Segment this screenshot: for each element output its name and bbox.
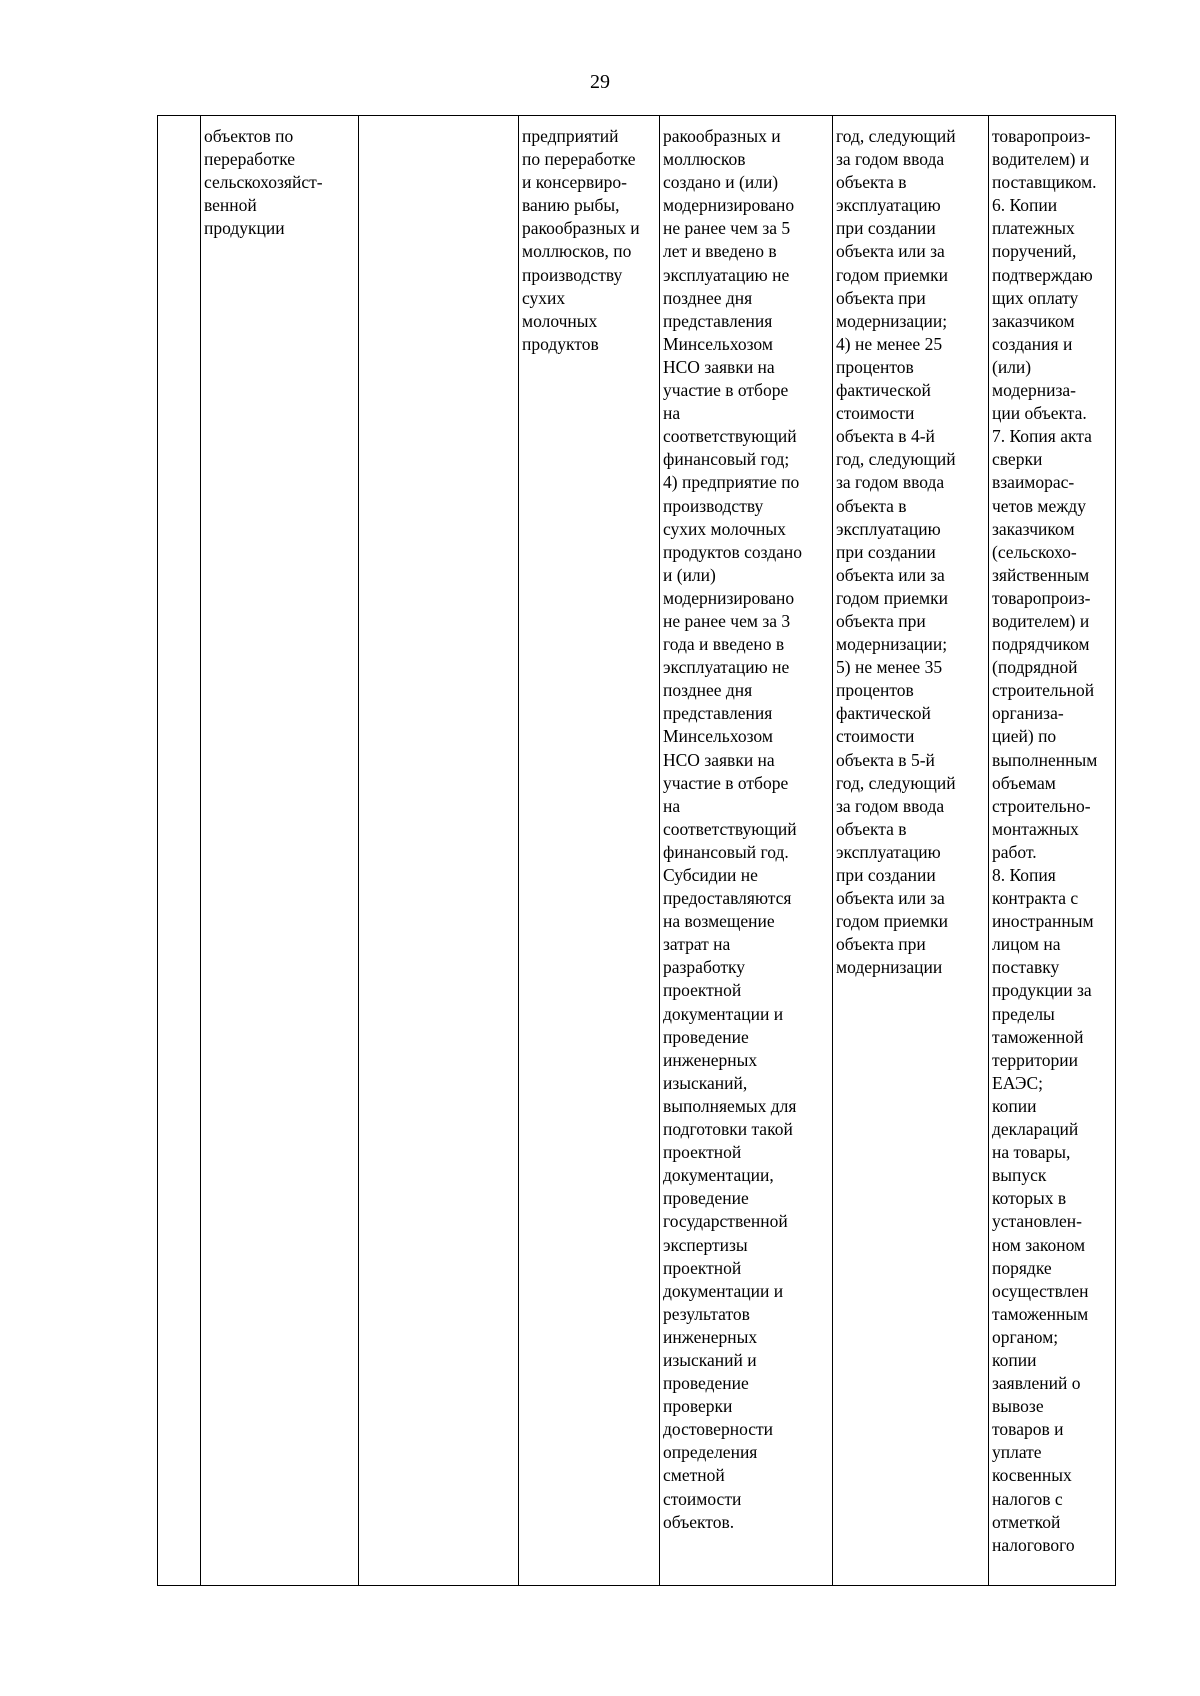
cell-line: выполняемых для — [663, 1095, 797, 1116]
cell-line: за годом ввода — [836, 795, 945, 816]
document-table — [157, 115, 1116, 1586]
cell-line: уплате — [992, 1442, 1042, 1463]
cell-line: поручений, — [992, 241, 1077, 262]
cell-line: таможенным — [992, 1303, 1089, 1324]
cell-line: венной — [204, 195, 257, 216]
cell-line: при создании — [836, 218, 936, 239]
cell-line: ции объекта. — [992, 403, 1087, 424]
cell-line: годом приемки — [836, 264, 948, 285]
cell-line: копии — [992, 1095, 1037, 1116]
cell-line: проектной — [663, 1257, 742, 1278]
cell-line: молочных — [522, 310, 598, 331]
cell-line: стоимости — [836, 403, 915, 424]
cell-line: эксплуатацию — [836, 841, 941, 862]
cell-line: заявлений о — [992, 1373, 1081, 1394]
cell-line: не ранее чем за 5 — [663, 218, 791, 239]
cell-line: производству — [522, 264, 623, 285]
cell-line: Субсидии не — [663, 865, 758, 885]
cell-line: подрядчиком — [992, 634, 1090, 655]
cell-line: проектной — [663, 980, 742, 1001]
cell-line: строительно- — [992, 795, 1091, 816]
table-cell-recipients — [519, 116, 660, 1586]
cell-line: участие в отборе — [663, 772, 789, 793]
cell-line: эксплуатацию — [836, 195, 941, 216]
cell-line: иностранным — [992, 911, 1094, 932]
cell-line: проведение — [663, 1188, 749, 1209]
cell-line: объекта в 4-й — [836, 426, 935, 447]
cell-line: год, следующий — [836, 772, 956, 793]
cell-line: финансовый год; — [663, 449, 790, 470]
cell-line: документации и — [663, 1003, 784, 1024]
cell-line: таможенной — [992, 1026, 1084, 1047]
cell-line: продуктов создано — [663, 541, 802, 562]
cell-line: годом приемки — [836, 587, 948, 608]
cell-line: объекта при — [836, 934, 926, 955]
cell-line: создано и (или) — [663, 172, 779, 193]
cell-line: эксплуатацию не — [663, 264, 790, 285]
cell-line: года и введено в — [663, 634, 785, 655]
cell-line: ЕАЭС; — [992, 1072, 1043, 1093]
cell-line: строительной — [992, 680, 1095, 701]
cell-line: экспертизы — [663, 1234, 748, 1255]
cell-line: зяйственным — [992, 564, 1090, 585]
cell-line: подготовки такой — [663, 1119, 793, 1140]
cell-line: объекта или за — [836, 241, 945, 262]
cell-line: на товары, — [992, 1142, 1071, 1163]
cell-line: документации, — [663, 1165, 774, 1186]
cell-line: организа- — [992, 703, 1064, 724]
cell-line: 4) предприятие по — [663, 472, 800, 493]
cell-line: территории — [992, 1049, 1078, 1070]
cell-line: за годом ввода — [836, 149, 945, 170]
cell-line: лет и введено в — [663, 241, 777, 262]
cell-line: год, следующий — [836, 126, 956, 146]
cell-line: товаров и — [992, 1419, 1064, 1440]
cell-line: позднее дня — [663, 287, 753, 308]
cell-line: отметкой — [992, 1511, 1061, 1532]
cell-line: проведение — [663, 1026, 749, 1047]
cell-line: модернизировано — [663, 195, 795, 216]
cell-line: и консервиро- — [522, 172, 627, 193]
cell-line: косвенных — [992, 1465, 1072, 1486]
cell-line: инженерных — [663, 1049, 758, 1070]
cell-line: объекта в — [836, 818, 907, 839]
cell-line: платежных — [992, 218, 1075, 239]
cell-line: поставщиком. — [992, 172, 1097, 193]
cell-line: стоимости — [663, 1488, 742, 1509]
cell-line: проектной — [663, 1142, 742, 1163]
cell-line: финансовый год. — [663, 841, 789, 862]
cell-line: органом; — [992, 1326, 1059, 1347]
cell-line: фактической — [836, 380, 931, 401]
cell-line: объектов по — [204, 126, 294, 146]
cell-line: эксплуатацию не — [663, 657, 790, 678]
cell-line: за годом ввода — [836, 472, 945, 493]
cell-line: определения — [663, 1442, 758, 1463]
cell-line: модерниза- — [992, 380, 1076, 401]
cell-line: предоставляются — [663, 888, 792, 909]
cell-line: объекта при — [836, 287, 926, 308]
cell-line: моллюсков — [663, 149, 746, 170]
table-cell-documents — [989, 116, 1116, 1586]
cell-line: 4) не менее 25 — [836, 333, 943, 354]
cell-line: объекта в — [836, 495, 907, 516]
cell-line: достоверности — [663, 1419, 774, 1440]
cell-line: объектов. — [663, 1511, 735, 1532]
cell-line: товаропроиз- — [992, 587, 1091, 608]
cell-line: стоимости — [836, 726, 915, 747]
cell-line: порядке — [992, 1257, 1052, 1278]
cell-line: модернизации; — [836, 634, 948, 655]
cell-line: НСО заявки на — [663, 749, 775, 770]
cell-line: Минсельхозом — [663, 333, 773, 354]
cell-line: объекта или за — [836, 564, 945, 585]
table-cell-conditions — [660, 116, 833, 1586]
cell-line: Минсельхозом — [663, 726, 773, 747]
cell-line: взаиморас- — [992, 472, 1075, 493]
cell-line: соответствующий — [663, 426, 797, 447]
cell-line: заказчиком — [992, 518, 1075, 539]
cell-line: производству — [663, 495, 764, 516]
cell-line: контракта с — [992, 888, 1079, 909]
cell-line: вывозе — [992, 1396, 1044, 1417]
cell-line: сухих — [522, 287, 566, 308]
cell-line: модернизации — [836, 957, 943, 978]
cell-line: год, следующий — [836, 449, 956, 470]
table-cell-number — [158, 116, 201, 1586]
cell-line: эксплуатацию — [836, 518, 941, 539]
cell-line: сверки — [992, 449, 1043, 470]
cell-line: НСО заявки на — [663, 356, 775, 377]
cell-line: 8. Копия — [992, 865, 1056, 885]
cell-line: представления — [663, 310, 773, 331]
table-row — [158, 116, 1116, 1586]
cell-line: при создании — [836, 865, 936, 885]
table-cell-object-name — [201, 116, 359, 1586]
cell-line: деклараций — [992, 1119, 1079, 1140]
cell-line: выпуск — [992, 1165, 1047, 1186]
cell-line: модернизировано — [663, 587, 795, 608]
cell-line: (или) — [992, 356, 1032, 377]
cell-line: государственной — [663, 1211, 788, 1232]
cell-line: ванию рыбы, — [522, 195, 620, 216]
cell-line: документации и — [663, 1280, 784, 1301]
cell-line: объекта в — [836, 172, 907, 193]
cell-line: создания и — [992, 333, 1073, 354]
cell-line: продукции за — [992, 980, 1092, 1001]
cell-line: продуктов — [522, 333, 599, 354]
cell-line: на возмещение — [663, 911, 775, 932]
cell-line: (сельскохо- — [992, 541, 1077, 562]
cell-line: 7. Копия акта — [992, 426, 1092, 447]
cell-line: объекта при — [836, 610, 926, 631]
cell-line: 6. Копии — [992, 195, 1058, 216]
cell-line: по переработке — [522, 149, 636, 170]
cell-line: не ранее чем за 3 — [663, 610, 791, 631]
cell-line: пределы — [992, 1003, 1055, 1024]
cell-line: работ. — [992, 841, 1037, 862]
cell-line: затрат на — [663, 934, 731, 955]
cell-line: (подрядной — [992, 657, 1078, 678]
cell-line: переработке — [204, 149, 296, 170]
page-number: 29 — [590, 71, 610, 93]
cell-line: представления — [663, 703, 773, 724]
cell-line: на — [663, 795, 681, 816]
cell-line: щих оплату — [992, 287, 1079, 308]
cell-line: четов между — [992, 495, 1086, 516]
cell-line: инженерных — [663, 1326, 758, 1347]
cell-line: цией) по — [992, 726, 1057, 747]
cell-line: процентов — [836, 356, 914, 377]
cell-line: водителем) и — [992, 610, 1090, 631]
cell-line: установлен- — [992, 1211, 1082, 1232]
cell-line: и (или) — [663, 564, 716, 585]
table-cell-empty — [359, 116, 519, 1586]
cell-line: проверки — [663, 1396, 733, 1417]
cell-line: участие в отборе — [663, 380, 789, 401]
cell-line: проведение — [663, 1373, 749, 1394]
cell-line: модернизации; — [836, 310, 948, 331]
cell-line: сметной — [663, 1465, 725, 1486]
cell-line: разработку — [663, 957, 746, 978]
cell-line: на — [663, 403, 681, 424]
cell-line: сельскохозяйст- — [204, 172, 323, 193]
cell-line: налогового — [992, 1534, 1075, 1555]
cell-line: лицом на — [992, 934, 1061, 955]
cell-line: позднее дня — [663, 680, 753, 701]
cell-line: выполненным — [992, 749, 1098, 770]
cell-line: монтажных — [992, 818, 1079, 839]
cell-line: сухих молочных — [663, 518, 786, 539]
cell-line: фактической — [836, 703, 931, 724]
cell-line: объекта или за — [836, 888, 945, 909]
cell-line: осуществлен — [992, 1280, 1089, 1301]
cell-line: водителем) и — [992, 149, 1090, 170]
cell-line: продукции — [204, 218, 285, 239]
cell-line: результатов — [663, 1303, 750, 1324]
cell-line: соответствующий — [663, 818, 797, 839]
cell-line: изысканий, — [663, 1072, 748, 1093]
cell-line: которых в — [992, 1188, 1067, 1209]
cell-line: поставку — [992, 957, 1060, 978]
cell-line: изысканий и — [663, 1349, 757, 1370]
cell-line: подтверждаю — [992, 264, 1093, 285]
cell-line: при создании — [836, 541, 936, 562]
cell-line: 5) не менее 35 — [836, 657, 943, 678]
cell-line: объемам — [992, 772, 1056, 793]
cell-line: процентов — [836, 680, 914, 701]
cell-line: ракообразных и — [663, 126, 781, 146]
cell-line: предприятий — [522, 126, 619, 146]
cell-line: ракообразных и — [522, 218, 640, 239]
cell-line: годом приемки — [836, 911, 948, 932]
cell-line: моллюсков, по — [522, 241, 632, 262]
cell-line: заказчиком — [992, 310, 1075, 331]
cell-line: товаропроиз- — [992, 126, 1091, 146]
cell-line: объекта в 5-й — [836, 749, 935, 770]
table-cell-rates — [833, 116, 989, 1586]
cell-line: налогов с — [992, 1488, 1063, 1509]
cell-line: копии — [992, 1349, 1037, 1370]
cell-line: ном законом — [992, 1234, 1086, 1255]
